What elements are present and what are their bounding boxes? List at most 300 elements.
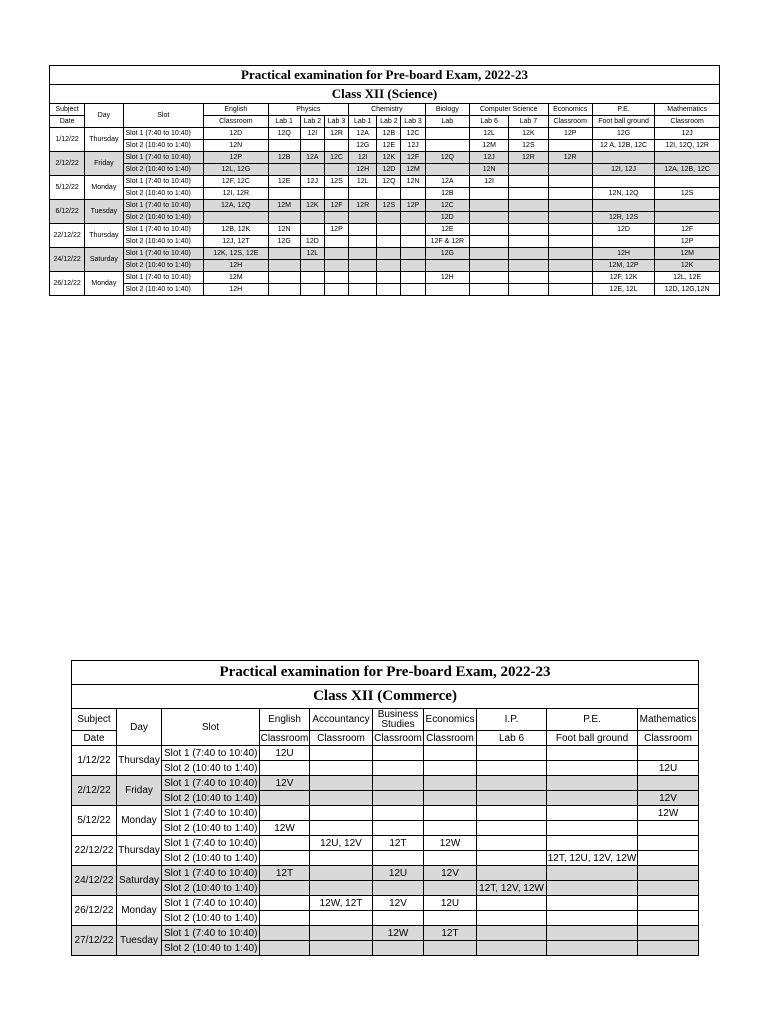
- section-cell: [638, 866, 699, 881]
- section-cell: 12P: [548, 128, 592, 140]
- section-cell: [424, 746, 477, 761]
- section-cell: 12V: [424, 866, 477, 881]
- section-cell: 12W: [373, 926, 424, 941]
- section-cell: [377, 248, 401, 260]
- section-cell: [548, 176, 592, 188]
- section-cell: 12C: [425, 200, 469, 212]
- section-cell: [425, 140, 469, 152]
- section-cell: 12J: [401, 140, 425, 152]
- section-cell: 12A: [425, 176, 469, 188]
- day-cell: Thursday: [85, 224, 123, 248]
- section-cell: [424, 881, 477, 896]
- section-cell: 12F: [401, 152, 425, 164]
- section-cell: 12U: [260, 746, 310, 761]
- section-cell: [268, 284, 300, 296]
- section-cell: [401, 248, 425, 260]
- section-cell: [268, 212, 300, 224]
- table-row: [50, 260, 720, 272]
- section-cell: [204, 212, 268, 224]
- section-cell: [260, 851, 310, 866]
- section-cell: [300, 188, 324, 200]
- section-cell: [373, 821, 424, 836]
- section-cell: 12G: [268, 236, 300, 248]
- commerce-title: Practical examination for Pre-board Exam, 2022-23: [72, 661, 699, 685]
- room-name: Classroom: [424, 731, 477, 746]
- section-cell: [268, 272, 300, 284]
- section-cell: [324, 248, 348, 260]
- section-cell: [260, 926, 310, 941]
- section-cell: 12D: [425, 212, 469, 224]
- section-cell: 12L, 12E: [655, 272, 720, 284]
- section-cell: [547, 941, 638, 956]
- section-cell: [373, 776, 424, 791]
- section-cell: [547, 821, 638, 836]
- section-cell: [477, 776, 547, 791]
- section-cell: 12J: [469, 152, 508, 164]
- section-cell: [310, 881, 373, 896]
- section-cell: 12B, 12K: [204, 224, 268, 236]
- date-cell: 22/12/22: [50, 224, 85, 248]
- section-cell: 12G: [592, 128, 654, 140]
- section-cell: [547, 881, 638, 896]
- section-cell: 12I: [349, 152, 377, 164]
- subject-name: Biology: [425, 104, 469, 116]
- section-cell: [401, 224, 425, 236]
- section-cell: 12R: [509, 152, 548, 164]
- section-cell: [349, 224, 377, 236]
- date-cell: 1/12/22: [72, 746, 117, 776]
- room-name: Lab: [425, 116, 469, 128]
- section-cell: [509, 224, 548, 236]
- section-cell: [310, 791, 373, 806]
- section-cell: [310, 851, 373, 866]
- section-cell: [401, 260, 425, 272]
- section-cell: [638, 941, 699, 956]
- section-cell: [268, 164, 300, 176]
- section-cell: [310, 911, 373, 926]
- section-cell: [349, 236, 377, 248]
- section-cell: 12L, 12G: [204, 164, 268, 176]
- section-cell: [260, 941, 310, 956]
- subject-name: English: [260, 709, 310, 731]
- day-cell: Monday: [85, 272, 123, 296]
- section-cell: [424, 911, 477, 926]
- section-cell: 12I, 12Q, 12R: [655, 140, 720, 152]
- section-cell: [424, 821, 477, 836]
- section-cell: 12K, 12S, 12E: [204, 248, 268, 260]
- section-cell: [401, 212, 425, 224]
- section-cell: [324, 284, 348, 296]
- date-cell: 5/12/22: [50, 176, 85, 200]
- section-cell: 12A: [300, 152, 324, 164]
- section-cell: [469, 236, 508, 248]
- slot-cell: Slot 1 (7:40 to 10:40): [162, 746, 260, 761]
- section-cell: [268, 260, 300, 272]
- section-cell: 12K: [300, 200, 324, 212]
- section-cell: 12I: [469, 176, 508, 188]
- slot-cell: Slot 2 (10:40 to 1:40): [123, 212, 204, 224]
- subject-name: P.E.: [592, 104, 654, 116]
- section-cell: 12M, 12P: [592, 260, 654, 272]
- section-cell: 12V: [373, 896, 424, 911]
- table-row: [72, 866, 699, 881]
- section-cell: [425, 260, 469, 272]
- section-cell: 12M: [401, 164, 425, 176]
- section-cell: [377, 260, 401, 272]
- subject-name: Business Studies: [373, 709, 424, 731]
- section-cell: [377, 224, 401, 236]
- section-cell: [349, 248, 377, 260]
- section-cell: [425, 164, 469, 176]
- date-cell: 27/12/22: [72, 926, 117, 956]
- table-row: [50, 188, 720, 200]
- table-row: [72, 761, 699, 776]
- section-cell: [324, 140, 348, 152]
- section-cell: [425, 128, 469, 140]
- section-cell: [547, 926, 638, 941]
- section-cell: 12D: [300, 236, 324, 248]
- room-name: Lab 1: [268, 116, 300, 128]
- slot-cell: Slot 1 (7:40 to 10:40): [162, 776, 260, 791]
- section-cell: [349, 260, 377, 272]
- section-cell: 12W: [260, 821, 310, 836]
- section-cell: [300, 140, 324, 152]
- section-cell: [324, 236, 348, 248]
- section-cell: [268, 140, 300, 152]
- section-cell: [548, 236, 592, 248]
- table-row: [50, 284, 720, 296]
- section-cell: 12W: [424, 836, 477, 851]
- section-cell: 12Q: [268, 128, 300, 140]
- section-cell: [268, 248, 300, 260]
- section-cell: 12T: [373, 836, 424, 851]
- section-cell: 12F, 12K: [592, 272, 654, 284]
- section-cell: 12H: [592, 248, 654, 260]
- slot-cell: Slot 2 (10:40 to 1:40): [123, 260, 204, 272]
- table-row: [72, 806, 699, 821]
- slot-header: Slot: [123, 104, 204, 128]
- day-cell: Monday: [117, 896, 162, 926]
- section-cell: [377, 212, 401, 224]
- section-cell: [638, 776, 699, 791]
- slot-cell: Slot 2 (10:40 to 1:40): [123, 140, 204, 152]
- room-name: Classroom: [374, 732, 422, 744]
- section-cell: [324, 260, 348, 272]
- section-cell: [547, 761, 638, 776]
- section-cell: 12N: [469, 164, 508, 176]
- table-row: [50, 236, 720, 248]
- date-cell: 24/12/22: [50, 248, 85, 272]
- section-cell: 12V: [638, 791, 699, 806]
- section-cell: [377, 272, 401, 284]
- day-header: Day: [117, 709, 162, 746]
- section-cell: [324, 164, 348, 176]
- day-cell: Monday: [117, 806, 162, 836]
- subject-name: I.P.: [477, 709, 547, 731]
- section-cell: [469, 188, 508, 200]
- section-cell: 12B: [377, 128, 401, 140]
- section-cell: 12H: [204, 260, 268, 272]
- date-cell: 22/12/22: [72, 836, 117, 866]
- day-header: Day: [85, 104, 123, 128]
- section-cell: 12A, 12Q: [204, 200, 268, 212]
- section-cell: [300, 212, 324, 224]
- table-row: [50, 224, 720, 236]
- slot-cell: Slot 1 (7:40 to 10:40): [123, 128, 204, 140]
- subject-name: Accountancy: [310, 709, 373, 731]
- section-cell: 12 A, 12B, 12C: [592, 140, 654, 152]
- section-cell: 12L: [300, 248, 324, 260]
- section-cell: [310, 806, 373, 821]
- section-cell: [268, 188, 300, 200]
- section-cell: [655, 200, 720, 212]
- section-cell: 12T: [424, 926, 477, 941]
- section-cell: [424, 941, 477, 956]
- table-row: [50, 272, 720, 284]
- subject-name: Economics: [424, 709, 477, 731]
- section-cell: [324, 188, 348, 200]
- section-cell: 12F, 12C: [204, 176, 268, 188]
- section-cell: 12D: [377, 164, 401, 176]
- section-cell: [469, 284, 508, 296]
- section-cell: 12G: [425, 248, 469, 260]
- day-cell: Thursday: [117, 746, 162, 776]
- table-row: [50, 140, 720, 152]
- day-cell: Thursday: [85, 128, 123, 152]
- slot-cell: Slot 1 (7:40 to 10:40): [162, 926, 260, 941]
- section-cell: 12J: [300, 176, 324, 188]
- section-cell: [373, 806, 424, 821]
- section-cell: 12R: [324, 128, 348, 140]
- section-cell: [373, 881, 424, 896]
- subject-name: English: [204, 104, 268, 116]
- slot-cell: Slot 1 (7:40 to 10:40): [123, 152, 204, 164]
- section-cell: 12T: [260, 866, 310, 881]
- table-row: [50, 200, 720, 212]
- section-cell: [377, 236, 401, 248]
- slot-header: Slot: [162, 709, 260, 746]
- section-cell: [592, 236, 654, 248]
- section-cell: 12A, 12B, 12C: [655, 164, 720, 176]
- subject-name: Computer Science: [469, 104, 548, 116]
- day-cell: Thursday: [117, 836, 162, 866]
- section-cell: [349, 212, 377, 224]
- section-cell: [477, 746, 547, 761]
- section-cell: 12N: [401, 176, 425, 188]
- section-cell: 12H: [425, 272, 469, 284]
- section-cell: [373, 941, 424, 956]
- date-cell: 1/12/22: [50, 128, 85, 152]
- section-cell: 12B: [268, 152, 300, 164]
- slot-cell: Slot 1 (7:40 to 10:40): [162, 896, 260, 911]
- section-cell: 12P: [655, 236, 720, 248]
- section-cell: [373, 746, 424, 761]
- slot-cell: Slot 2 (10:40 to 1:40): [123, 284, 204, 296]
- section-cell: 12K: [509, 128, 548, 140]
- section-cell: 12R: [349, 200, 377, 212]
- section-cell: [260, 806, 310, 821]
- slot-cell: Slot 2 (10:40 to 1:40): [162, 761, 260, 776]
- slot-cell: Slot 2 (10:40 to 1:40): [162, 881, 260, 896]
- section-cell: [401, 272, 425, 284]
- day-cell: Friday: [117, 776, 162, 806]
- section-cell: [638, 926, 699, 941]
- section-cell: [469, 272, 508, 284]
- section-cell: 12J: [655, 128, 720, 140]
- section-cell: 12I, 12J: [592, 164, 654, 176]
- slot-cell: Slot 1 (7:40 to 10:40): [123, 272, 204, 284]
- table-row: [50, 152, 720, 164]
- section-cell: [260, 881, 310, 896]
- table-row: [72, 746, 699, 761]
- section-cell: 12G: [349, 140, 377, 152]
- section-cell: [655, 152, 720, 164]
- section-cell: [655, 176, 720, 188]
- section-cell: [548, 224, 592, 236]
- day-cell: Saturday: [117, 866, 162, 896]
- date-header: Date: [50, 116, 85, 128]
- section-cell: [638, 821, 699, 836]
- subject-name: Chemistry: [349, 104, 426, 116]
- section-cell: 12S: [655, 188, 720, 200]
- section-cell: 12K: [655, 260, 720, 272]
- table-row: [72, 941, 699, 956]
- subject-header: Subject: [50, 104, 85, 116]
- section-cell: 12T, 12U, 12V, 12W: [547, 852, 637, 864]
- slot-cell: Slot 1 (7:40 to 10:40): [123, 248, 204, 260]
- date-cell: 26/12/22: [50, 272, 85, 296]
- section-cell: [373, 761, 424, 776]
- date-cell: 2/12/22: [72, 776, 117, 806]
- section-cell: [547, 896, 638, 911]
- table-row: [50, 164, 720, 176]
- section-cell: 12N, 12Q: [592, 188, 654, 200]
- section-cell: 12N: [268, 224, 300, 236]
- section-cell: [509, 236, 548, 248]
- section-cell: [373, 851, 424, 866]
- section-cell: [547, 806, 638, 821]
- section-cell: [310, 746, 373, 761]
- section-cell: 12D: [592, 224, 654, 236]
- slot-cell: Slot 1 (7:40 to 10:40): [162, 836, 260, 851]
- section-cell: [477, 761, 547, 776]
- section-cell: [373, 791, 424, 806]
- section-cell: [509, 176, 548, 188]
- section-cell: [424, 776, 477, 791]
- section-cell: 12Q: [425, 152, 469, 164]
- section-cell: [260, 761, 310, 776]
- date-cell: 5/12/22: [72, 806, 117, 836]
- slot-cell: Slot 2 (10:40 to 1:40): [123, 236, 204, 248]
- room-name: Lab 1: [349, 116, 377, 128]
- date-cell: 2/12/22: [50, 152, 85, 176]
- section-cell: [548, 200, 592, 212]
- room-name: Classroom: [638, 731, 699, 746]
- section-cell: 12H: [349, 164, 377, 176]
- slot-cell: Slot 1 (7:40 to 10:40): [162, 866, 260, 881]
- table-row: [72, 791, 699, 806]
- section-cell: [300, 284, 324, 296]
- section-cell: 12E, 12L: [592, 284, 654, 296]
- section-cell: [509, 164, 548, 176]
- table-row: [72, 821, 699, 836]
- section-cell: [477, 821, 547, 836]
- section-cell: [548, 248, 592, 260]
- section-cell: [469, 248, 508, 260]
- section-cell: 12W: [638, 806, 699, 821]
- science-subtitle: Class XII (Science): [50, 85, 720, 104]
- room-name: Foot ball ground: [547, 731, 638, 746]
- section-cell: [509, 212, 548, 224]
- room-name: Foot ball ground: [592, 116, 654, 128]
- section-cell: 12N: [204, 140, 268, 152]
- slot-cell: Slot 2 (10:40 to 1:40): [123, 164, 204, 176]
- section-cell: [509, 200, 548, 212]
- section-cell: 12R: [548, 152, 592, 164]
- section-cell: [547, 791, 638, 806]
- section-cell: 12D: [204, 128, 268, 140]
- section-cell: [548, 272, 592, 284]
- section-cell: [401, 284, 425, 296]
- subject-name: Mathematics: [655, 104, 720, 116]
- section-cell: [638, 746, 699, 761]
- section-cell: [638, 881, 699, 896]
- section-cell: [300, 272, 324, 284]
- section-cell: [509, 260, 548, 272]
- section-cell: 12D, 12G,12N: [655, 284, 720, 296]
- slot-cell: Slot 2 (10:40 to 1:40): [162, 851, 260, 866]
- section-cell: [349, 272, 377, 284]
- section-cell: [548, 284, 592, 296]
- section-cell: [324, 212, 348, 224]
- section-cell: [424, 761, 477, 776]
- slot-cell: Slot 1 (7:40 to 10:40): [123, 224, 204, 236]
- section-cell: 12V: [260, 776, 310, 791]
- section-cell: [477, 926, 547, 941]
- section-cell: 12K: [377, 152, 401, 164]
- room-name: Lab 6: [477, 731, 547, 746]
- section-cell: [547, 911, 638, 926]
- section-cell: [592, 176, 654, 188]
- slot-cell: Slot 2 (10:40 to 1:40): [162, 821, 260, 836]
- section-cell: 12E: [377, 140, 401, 152]
- room-name: Classroom: [204, 116, 268, 128]
- room-name: Lab 3: [324, 116, 348, 128]
- section-cell: 12R, 12S: [592, 212, 654, 224]
- section-cell: [509, 188, 548, 200]
- table-row: [50, 248, 720, 260]
- slot-cell: Slot 2 (10:40 to 1:40): [123, 188, 204, 200]
- section-cell: [469, 200, 508, 212]
- section-cell: [477, 896, 547, 911]
- section-cell: [638, 851, 699, 866]
- section-cell: 12L: [469, 128, 508, 140]
- section-cell: 12C: [401, 128, 425, 140]
- section-cell: 12H: [204, 284, 268, 296]
- section-cell: 12M: [204, 272, 268, 284]
- slot-cell: Slot 2 (10:40 to 1:40): [162, 791, 260, 806]
- table-row: [50, 176, 720, 188]
- section-cell: 12P: [204, 152, 268, 164]
- section-cell: [509, 272, 548, 284]
- date-header: Date: [72, 731, 117, 746]
- room-name: Classroom: [655, 116, 720, 128]
- table-row: [72, 896, 699, 911]
- section-cell: [638, 896, 699, 911]
- section-cell: 12M: [469, 140, 508, 152]
- section-cell: [377, 284, 401, 296]
- section-cell: [477, 866, 547, 881]
